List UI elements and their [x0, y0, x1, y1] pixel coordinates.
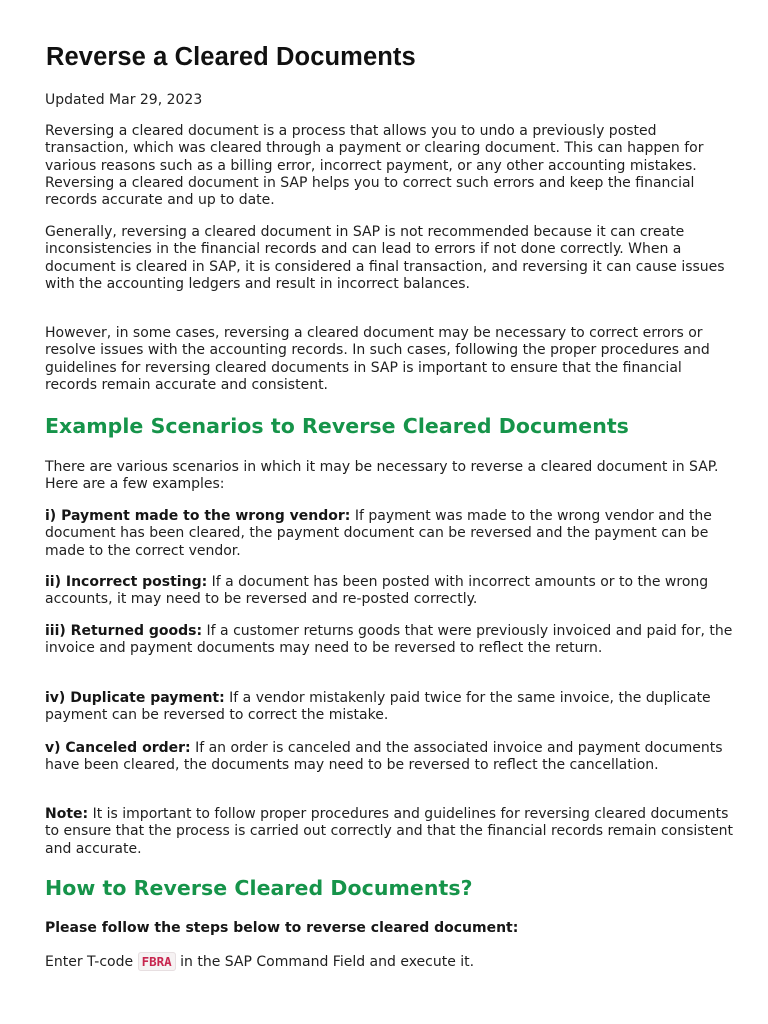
- scenario-label: iv) Duplicate payment:: [45, 690, 225, 706]
- howto-heading: How to Reverse Cleared Documents?: [45, 876, 473, 900]
- scenarios-heading: Example Scenarios to Reverse Cleared Documents: [45, 414, 629, 438]
- note-text: It is important to follow proper procedures and guidelines for reversing cleared documents to ensure that the process is carried out correctly and that the financial records remain consistent and accurate.: [45, 806, 734, 857]
- scenario-label: i) Payment made to the wrong vendor:: [45, 508, 351, 524]
- note-paragraph: [45, 806, 735, 858]
- scenario-label: v) Canceled order:: [45, 740, 191, 756]
- scenario-item: [45, 508, 735, 560]
- scenario-text: If a vendor mistakenly paid twice for the same invoice, the duplicate payment can be reversed to correct the mistake.: [45, 690, 711, 724]
- intro-paragraph-2: Generally, reversing a cleared document in SAP is not recommended because it can create inconsistencies in the financial records and can lead to errors if not done correctly. When a document is cleared in SAP, it is considered a final transaction, and reversing it can cause issues with the accounting ledgers and result in incorrect balances.: [45, 224, 725, 292]
- scenario-text: If a customer returns goods that were previously invoiced and paid for, the invoice and payment documents may need to be reversed to reflect the return.: [45, 623, 733, 657]
- scenario-item: [45, 623, 735, 658]
- step-suffix: in the SAP Command Field and execute it.: [175, 954, 475, 970]
- page-title: Reverse a Cleared Documents: [46, 43, 416, 71]
- scenario-text: If a document has been posted with incorrect amounts or to the wrong accounts, it may need to be reversed and re-posted correctly.: [45, 574, 709, 608]
- tcode-fbra: FBRA: [138, 952, 176, 971]
- scenario-label: ii) Incorrect posting:: [45, 574, 208, 590]
- scenarios-intro: There are various scenarios in which it may be necessary to reverse a cleared document in SAP. Here are a few examples:: [45, 459, 719, 493]
- updated-date: Updated Mar 29, 2023: [45, 92, 203, 108]
- intro-paragraph-1: Reversing a cleared document is a process that allows you to undo a previously posted transaction, which was cleared through a payment or clearing document. This can happen for various reasons such as a billing error, incorrect payment, or any other accounting mistakes. Reversing a cleared document in SAP helps you to correct such errors and keep the financial records accurate and up to date.: [45, 123, 704, 209]
- scenario-item: [45, 690, 735, 725]
- scenario-label: iii) Returned goods:: [45, 623, 203, 639]
- howto-instruction-text: Please follow the steps below to reverse cleared document:: [45, 920, 519, 936]
- scenario-item: [45, 574, 735, 609]
- note-label: Note:: [45, 806, 89, 822]
- scenario-text: If payment was made to the wrong vendor and the document has been cleared, the payment document can be reversed and the payment can be made to the correct vendor.: [45, 508, 712, 559]
- scenario-text: If an order is canceled and the associated invoice and payment documents have been cleared, the documents may need to be reversed to reflect the cancellation.: [45, 740, 723, 774]
- scenario-item: [45, 740, 735, 775]
- step-tcode: [45, 953, 735, 971]
- howto-instruction: [45, 920, 735, 937]
- intro-paragraph-3: However, in some cases, reversing a cleared document may be necessary to correct errors or resolve issues with the accounting records. In such cases, following the proper procedures and guidelines for reversing cleared documents in SAP is important to ensure that the financial records remain accurate and consistent.: [45, 325, 710, 393]
- step-prefix: Enter T-code: [45, 954, 138, 970]
